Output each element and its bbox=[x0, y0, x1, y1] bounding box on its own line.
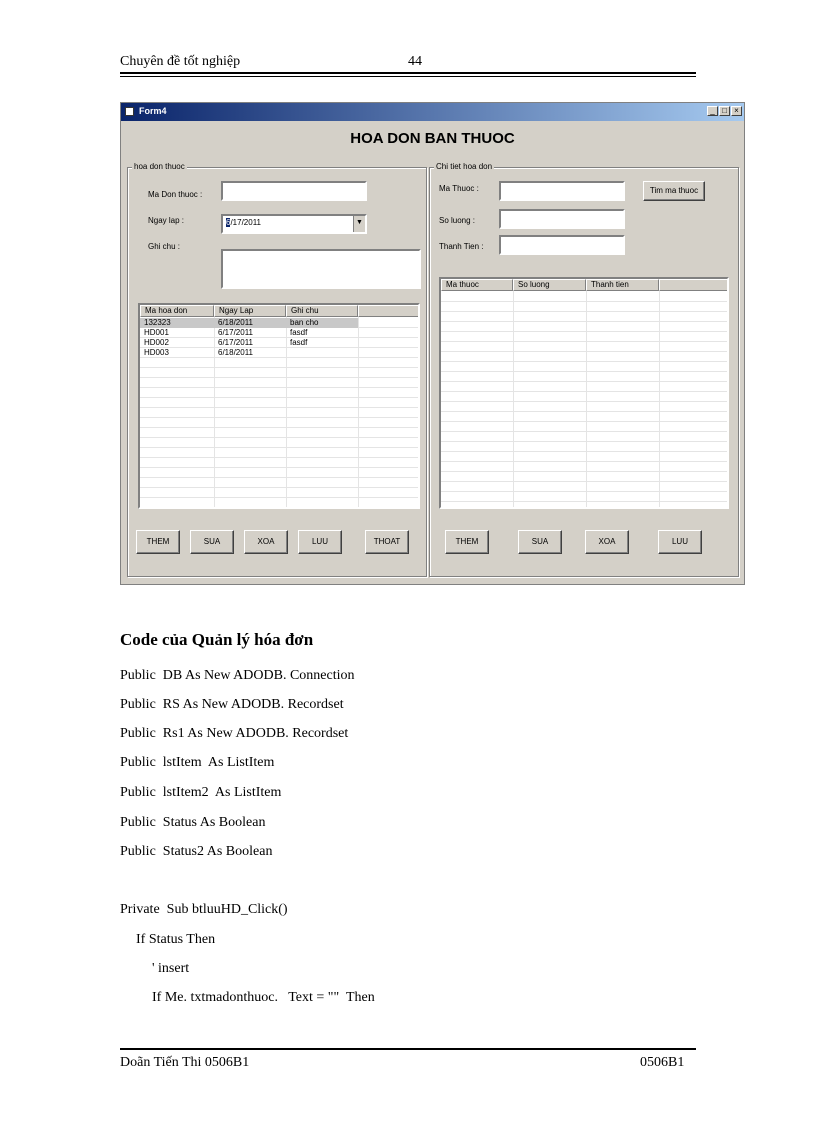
row-line bbox=[441, 501, 727, 502]
row-line bbox=[441, 391, 727, 392]
code-line: Public RS As New ADODB. Recordset bbox=[120, 697, 344, 712]
row-line bbox=[441, 491, 727, 492]
row-line bbox=[140, 497, 418, 498]
row-line bbox=[441, 321, 727, 322]
row-line bbox=[140, 447, 418, 448]
ngay-lap-datepicker[interactable] bbox=[221, 214, 367, 234]
code-line: Public lstItem As ListItem bbox=[120, 755, 275, 770]
tim-ma-thuoc-button[interactable]: Tim ma thuoc bbox=[643, 181, 705, 201]
xoa-button[interactable]: XOA bbox=[244, 530, 288, 554]
so-luong-label: So luong : bbox=[439, 216, 476, 225]
window-titlebar bbox=[121, 103, 744, 121]
header-title: Chuyên đề tốt nghiệp bbox=[120, 54, 241, 69]
row-line bbox=[441, 351, 727, 352]
row-line bbox=[441, 311, 727, 312]
row-line bbox=[140, 397, 418, 398]
row-line bbox=[441, 451, 727, 452]
code-line: Public Status2 As Boolean bbox=[120, 844, 273, 859]
detail-list-header bbox=[441, 279, 729, 291]
thanh-tien-label: Thanh Tien : bbox=[439, 242, 484, 251]
row-line bbox=[140, 437, 418, 438]
col-ngay-lap[interactable]: Ngay Lap bbox=[214, 305, 286, 317]
window-title: Form4 bbox=[139, 106, 167, 116]
form-heading: HOA DON BAN THUOC bbox=[350, 130, 515, 147]
code-line: If Me. txtmadonthuoc. Text = "" Then bbox=[152, 990, 375, 1005]
row-line bbox=[140, 477, 418, 478]
col-divider bbox=[513, 291, 514, 507]
row-line bbox=[140, 487, 418, 488]
col-so-luong[interactable]: So luong bbox=[513, 279, 586, 291]
row-line bbox=[441, 421, 727, 422]
row-line bbox=[441, 401, 727, 402]
code-line: Public lstItem2 As ListItem bbox=[120, 785, 282, 800]
col-empty bbox=[358, 305, 420, 317]
row-line bbox=[140, 467, 418, 468]
ma-thuoc-label: Ma Thuoc : bbox=[439, 184, 479, 193]
col-ghi-chu[interactable]: Ghi chu bbox=[286, 305, 358, 317]
them-button[interactable]: THEM bbox=[136, 530, 180, 554]
code-line: ' insert bbox=[152, 961, 190, 976]
col-divider bbox=[358, 317, 359, 507]
row-line bbox=[441, 361, 727, 362]
form-screenshot bbox=[120, 102, 745, 585]
cell: HD001 bbox=[144, 328, 169, 337]
sua-button[interactable]: SUA bbox=[190, 530, 234, 554]
row-line bbox=[140, 407, 418, 408]
cell bbox=[286, 348, 358, 358]
thoat-button[interactable]: THOAT bbox=[365, 530, 409, 554]
row-line bbox=[441, 301, 727, 302]
row-line bbox=[140, 387, 418, 388]
maximize-button[interactable]: □ bbox=[719, 106, 730, 116]
cell: 6/17/2011 bbox=[218, 328, 253, 337]
code-line: Public DB As New ADODB. Connection bbox=[120, 668, 355, 683]
luu-button[interactable]: LUU bbox=[298, 530, 342, 554]
row-line bbox=[441, 471, 727, 472]
row-line bbox=[140, 457, 418, 458]
row-line bbox=[441, 461, 727, 462]
ghi-chu-input[interactable] bbox=[221, 249, 421, 289]
col-divider bbox=[659, 291, 660, 507]
so-luong-input[interactable] bbox=[499, 209, 625, 229]
invoice-frame-label: hoa don thuoc bbox=[134, 162, 185, 171]
detail-list[interactable] bbox=[439, 277, 729, 509]
invoice-list[interactable] bbox=[138, 303, 420, 509]
row-line bbox=[140, 417, 418, 418]
form-icon bbox=[125, 107, 134, 116]
page-number: 44 bbox=[408, 54, 422, 69]
footer-author: Doãn Tiến Thi 0506B1 bbox=[120, 1055, 250, 1070]
section-heading: Code của Quản lý hóa đơn bbox=[120, 630, 314, 649]
cell: 132323 bbox=[144, 318, 171, 327]
row-line bbox=[140, 377, 418, 378]
close-button[interactable]: × bbox=[731, 106, 742, 116]
cell: ban cho bbox=[290, 318, 319, 327]
detail-xoa-button[interactable]: XOA bbox=[585, 530, 629, 554]
row-line bbox=[140, 427, 418, 428]
cell: fasdf bbox=[290, 338, 308, 347]
footer-code: 0506B1 bbox=[640, 1055, 685, 1070]
table-row[interactable] bbox=[140, 348, 358, 358]
col-thanh-tien[interactable]: Thanh tien bbox=[586, 279, 659, 291]
row-line bbox=[441, 441, 727, 442]
invoice-list-header bbox=[140, 305, 420, 317]
detail-frame-label: Chi tiet hoa don bbox=[436, 162, 493, 171]
ngay-lap-label: Ngay lap : bbox=[148, 216, 185, 225]
col-ma-thuoc[interactable]: Ma thuoc bbox=[441, 279, 513, 291]
ma-don-input[interactable] bbox=[221, 181, 367, 201]
table-row[interactable] bbox=[140, 328, 358, 338]
cell: HD002 bbox=[144, 338, 169, 347]
row-line bbox=[441, 411, 727, 412]
footer-rule bbox=[120, 1048, 696, 1050]
header-rule bbox=[120, 72, 696, 74]
code-line: Public Status As Boolean bbox=[120, 815, 266, 830]
row-line bbox=[441, 431, 727, 432]
code-line: If Status Then bbox=[136, 932, 216, 947]
cell: HD003 bbox=[144, 348, 169, 357]
col-divider bbox=[586, 291, 587, 507]
table-row[interactable] bbox=[140, 338, 358, 348]
table-row[interactable] bbox=[140, 318, 358, 328]
row-line bbox=[140, 367, 418, 368]
thanh-tien-input[interactable] bbox=[499, 235, 625, 255]
ngay-lap-day: 6 bbox=[226, 218, 231, 227]
cell: 6/17/2011 bbox=[218, 338, 253, 347]
col-ma-hoa-don[interactable]: Ma hoa don bbox=[140, 305, 214, 317]
ngay-lap-rest: /17/2011 bbox=[230, 218, 261, 227]
detail-luu-button[interactable]: LUU bbox=[658, 530, 702, 554]
dropdown-arrow-icon[interactable]: ▼ bbox=[353, 216, 365, 232]
row-line bbox=[441, 331, 727, 332]
minimize-button[interactable]: _ bbox=[707, 106, 718, 116]
row-line bbox=[441, 371, 727, 372]
cell: fasdf bbox=[290, 328, 308, 337]
code-line: Public Rs1 As New ADODB. Recordset bbox=[120, 726, 349, 741]
col-empty bbox=[659, 279, 729, 291]
ma-thuoc-input[interactable] bbox=[499, 181, 625, 201]
cell: 6/18/2011 bbox=[218, 348, 253, 357]
row-line bbox=[441, 381, 727, 382]
detail-them-button[interactable]: THEM bbox=[445, 530, 489, 554]
detail-sua-button[interactable]: SUA bbox=[518, 530, 562, 554]
cell: 6/18/2011 bbox=[218, 318, 253, 327]
row-line bbox=[441, 481, 727, 482]
header-rule-thin bbox=[120, 76, 696, 77]
row-line bbox=[441, 341, 727, 342]
ghi-chu-label: Ghi chu : bbox=[148, 242, 181, 251]
code-line: Private Sub btluuHD_Click() bbox=[120, 902, 288, 917]
ma-don-label: Ma Don thuoc : bbox=[148, 190, 203, 199]
